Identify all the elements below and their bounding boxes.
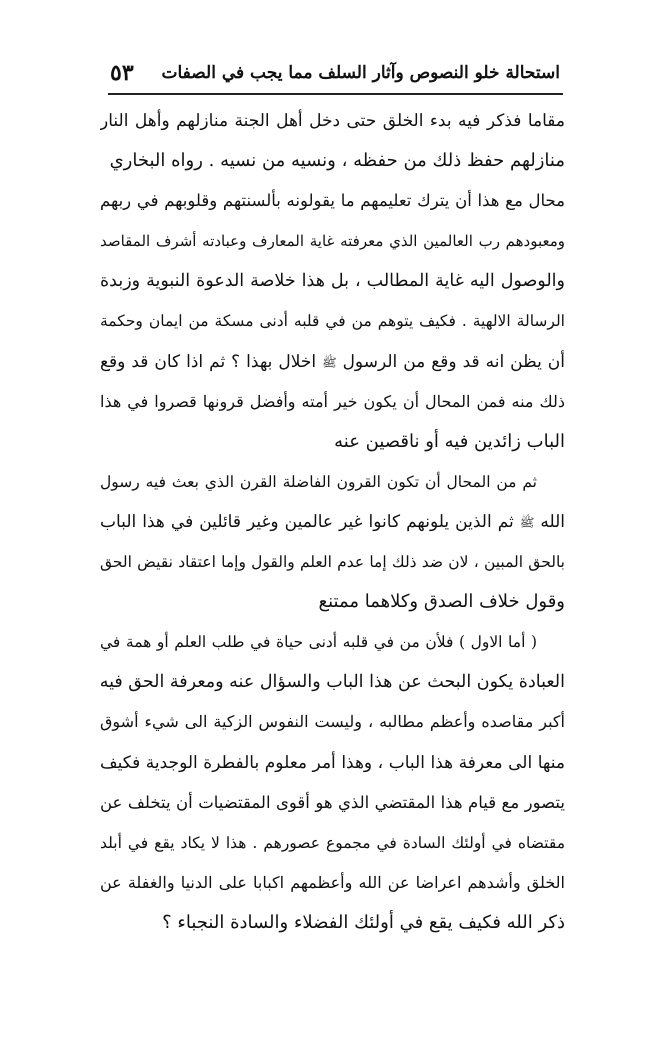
honorific-glyph-1: ﷺ — [322, 355, 337, 370]
text-line-4: ومعبودهم رب العالمين الذي معرفته غاية المعارف وعبادته أشرف المقاصد — [100, 232, 565, 251]
text-line-13: وقول خلاف الصدق وكلاهما ممتنع — [318, 591, 565, 613]
text-line-11 — [100, 502, 565, 542]
text-line-1: مقاما فذكر فيه بدء الخلق حتى دخل أهل الجنة منازلهم وأهل النار — [100, 111, 565, 131]
text-line-16: أكبر مقاصده وأعظم مطالبه ، وليست النفوس الزكية الى شيء أشوق — [100, 712, 565, 732]
text-line-7-end: اخلال بهذا ؟ ثم اذا كان قد وقع — [100, 351, 317, 372]
text-line-10: ثم من المحال أن تكون القرون الفاضلة القرن الذي بعث فيه رسول — [100, 472, 537, 491]
text-line-7 — [100, 342, 565, 382]
header-rule — [108, 93, 563, 95]
text-line-21: ذكر الله فكيف يقع في أولئك الفضلاء والسادة النجباء ؟ — [162, 911, 565, 933]
text-line-2: منازلهم حفظ ذلك من حفظه ، ونسيه من نسيه . رواه البخاري — [109, 150, 565, 172]
text-line-5: والوصول اليه غاية المطالب ، بل هذا خلاصة الدعوة النبوية وزبدة — [100, 271, 565, 292]
honorific-glyph-2: ﷺ — [519, 515, 535, 530]
text-line-20: الخلق وأشدهم اعراضا عن الله وأعظمهم اكبابا على الدنيا والغفلة عن — [100, 872, 565, 892]
text-line-11-start: الله — [540, 511, 565, 532]
text-line-18: يتصور مع قيام هذا المقتضي الذي هو أقوى المقتضيات أن يتخلف عن — [100, 792, 565, 812]
text-line-6: الرسالة الالهية . فكيف يتوهم من في قلبه أدنى مسكة من ايمان وحكمة — [100, 312, 565, 331]
body-text — [100, 101, 565, 943]
text-line-12: بالحق المبين ، لان ضد ذلك إما عدم العلم والقول وإما اعتقاد نقيض الحق — [100, 553, 565, 572]
text-line-11-end: ثم الذين يلونهم كانوا غير عالمين وغير قائلين في هذا الباب — [100, 511, 514, 532]
text-line-14: ( أما الاول ) فلأن من في قلبه أدنى حياة في طلب العلم أو همة في — [100, 633, 537, 652]
text-line-17: منها الى معرفة هذا الباب ، وهذا أمر معلوم بالفطرة الوجدية فكيف — [100, 752, 565, 773]
header-title: استحالة خلو النصوص وآثار السلف مما يجب في الصفات — [161, 63, 560, 83]
running-header — [110, 56, 560, 90]
text-line-8: ذلك منه فمن المحال أن يكون خير أمته وأفضل قرونها قصروا في هذا — [100, 391, 565, 411]
page-number: ٥٣ — [110, 60, 134, 86]
text-line-15: العبادة يكون البحث عن هذا الباب والسؤال عنه ومعرفة الحق فيه — [100, 672, 565, 693]
text-line-19: مقتضاه في أولئك السادة في مجموع عصورهم . هذا لا يكاد يقع في أبلد — [100, 833, 565, 852]
text-line-3: محال مع هذا أن يترك تعليمهم ما يقولونه بألسنتهم وقلوبهم في ربهم — [100, 191, 565, 211]
text-line-7-start: أن يظن انه قد وقع من الرسول — [342, 351, 565, 372]
text-line-9: الباب زائدين فيه أو ناقصين عنه — [334, 430, 565, 452]
